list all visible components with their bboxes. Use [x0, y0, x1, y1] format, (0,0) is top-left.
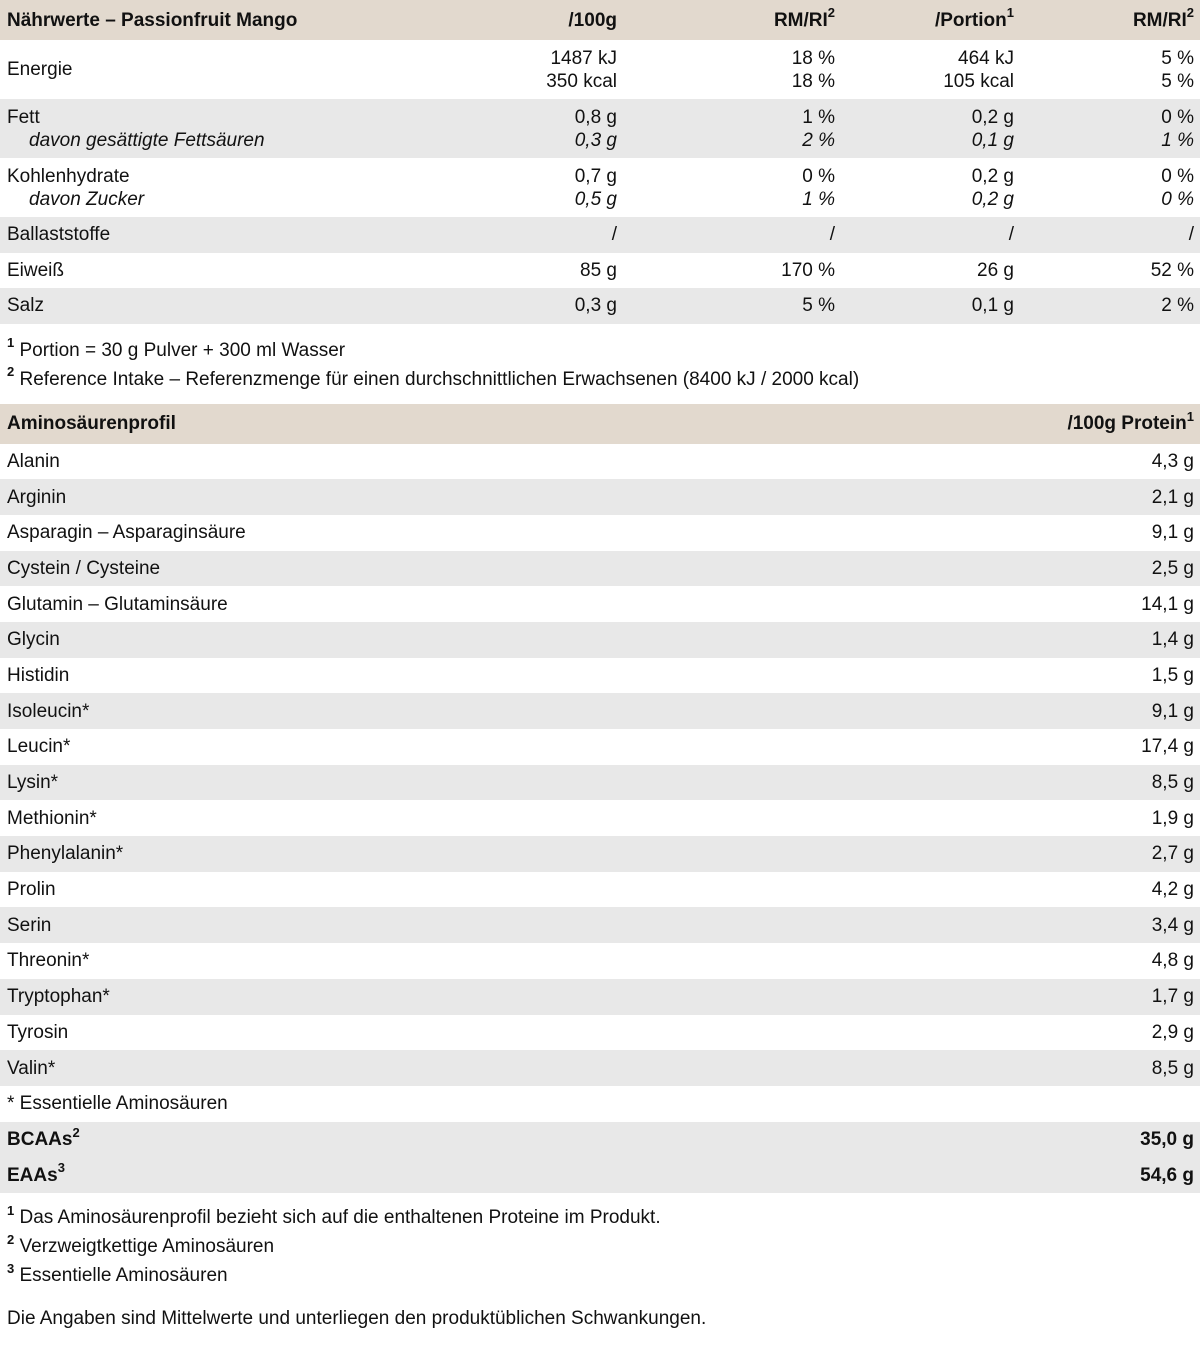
amino-row: [0, 551, 1200, 587]
amino-title: Aminosäurenprofil: [7, 413, 176, 434]
amino-row: [0, 658, 1200, 694]
amino-row: [0, 622, 1200, 658]
amino-value: 17,4 g: [1141, 736, 1194, 758]
amino-name: Valin*: [7, 1057, 56, 1079]
eaa-value: 54,6 g: [1140, 1164, 1194, 1186]
amino-name: Glutamin – Glutaminsäure: [7, 593, 228, 615]
col-header-100g-protein: /100g Protein$^1$: [1067, 408, 1194, 434]
amino-value: 2,9 g: [1151, 1021, 1194, 1043]
nutrition-row-salz: [0, 288, 1200, 324]
amino-value: 4,2 g: [1151, 879, 1194, 901]
value-rmri-100g: 18 % 18 %: [791, 47, 835, 92]
amino-row: [0, 979, 1200, 1015]
amino-name: Tryptophan*: [7, 986, 110, 1008]
amino-table: [0, 404, 1200, 1193]
amino-value: 9,1 g: [1151, 700, 1194, 722]
amino-value: 8,5 g: [1151, 772, 1194, 794]
amino-rows: [0, 444, 1200, 1086]
amino-name: Glycin: [7, 629, 60, 651]
value-portion: 0,1 g: [971, 295, 1014, 317]
amino-name: Prolin: [7, 879, 56, 901]
value-rmri-100g: /: [829, 224, 835, 246]
amino-name: Leucin*: [7, 736, 71, 758]
value-portion: 0,2 g 0,1 g: [971, 106, 1014, 151]
footnote: $^2$ Verzweigtkettige Aminosäuren: [7, 1231, 275, 1257]
nutrition-row-kohlenhydrate: [0, 158, 1200, 217]
col-header-100g: /100g: [568, 9, 617, 31]
nutrition-row-eiweiss: [0, 253, 1200, 289]
amino-name: Serin: [7, 914, 52, 936]
essential-note: * Essentielle Aminosäuren: [7, 1093, 228, 1115]
value-rmri-portion: 5 % 5 %: [1161, 47, 1194, 92]
value-portion: 26 g: [977, 259, 1014, 281]
essential-note-row: [0, 1086, 1200, 1122]
bcaa-row: [0, 1122, 1200, 1158]
nutrition-row-ballaststoffe: [0, 217, 1200, 253]
amino-value: 1,5 g: [1151, 664, 1194, 686]
value-rmri-portion: 2 %: [1161, 295, 1194, 317]
amino-value: 2,7 g: [1151, 843, 1194, 865]
nutrition-title: Nährwerte – Passionfruit Mango: [7, 9, 298, 31]
footnote: $^1$ Das Aminosäurenprofil bezieht sich auf die enthaltenen Proteine im Produkt.: [7, 1202, 661, 1228]
value-rmri-portion: /: [1188, 224, 1194, 246]
nutrition-table: [0, 0, 1200, 324]
row-label: Salz: [7, 295, 44, 317]
footnote: $^3$ Essentielle Aminosäuren: [7, 1260, 228, 1286]
amino-row: [0, 836, 1200, 872]
value-rmri-portion: 52 %: [1150, 259, 1194, 281]
value-100g: /: [611, 224, 617, 246]
row-label: Eiweiß: [7, 259, 65, 281]
bcaa-label: BCAAs$^2$: [7, 1124, 80, 1150]
amino-row: [0, 1015, 1200, 1051]
amino-name: Methionin*: [7, 807, 97, 829]
amino-row: [0, 729, 1200, 765]
amino-row: [0, 586, 1200, 622]
amino-name: Phenylalanin*: [7, 843, 124, 865]
amino-value: 2,5 g: [1151, 557, 1194, 579]
value-rmri-100g: 170 %: [781, 259, 835, 281]
value-rmri-100g: 5 %: [802, 295, 835, 317]
amino-value: 9,1 g: [1151, 522, 1194, 544]
value-rmri-portion: 0 % 0 %: [1161, 165, 1194, 210]
amino-row: [0, 872, 1200, 908]
col-header-portion: /Portion$^1$: [934, 5, 1014, 31]
amino-value: 8,5 g: [1151, 1057, 1194, 1079]
amino-name: Threonin*: [7, 950, 90, 972]
amino-row: [0, 907, 1200, 943]
amino-value: 1,4 g: [1151, 629, 1194, 651]
amino-value: 1,9 g: [1151, 807, 1194, 829]
eaa-row: [0, 1157, 1200, 1193]
amino-name: Lysin*: [7, 772, 59, 794]
amino-row: [0, 693, 1200, 729]
amino-name: Cystein / Cysteine: [7, 557, 161, 579]
row-label: Energie: [7, 59, 73, 80]
amino-value: 2,1 g: [1151, 486, 1194, 508]
amino-name: Arginin: [7, 486, 67, 508]
amino-name: Tyrosin: [7, 1021, 69, 1043]
col-header-rmri-100g: $RM/RI^2$: [773, 5, 835, 31]
amino-row: [0, 765, 1200, 801]
amino-value: 14,1 g: [1141, 593, 1194, 615]
row-label: Ballaststoffe: [7, 224, 111, 246]
bcaa-value: 35,0 g: [1140, 1128, 1194, 1150]
nutrition-header-row: [0, 0, 1200, 40]
amino-value: 1,7 g: [1151, 986, 1194, 1008]
value-portion: /: [1008, 224, 1014, 246]
amino-row: [0, 943, 1200, 979]
footnote: $^1$ Portion = 30 g Pulver + 300 ml Wasser: [7, 335, 346, 361]
amino-footnotes: [0, 1193, 1200, 1290]
amino-row: [0, 479, 1200, 515]
amino-name: Asparagin – Asparaginsäure: [7, 522, 246, 544]
value-100g: 85 g: [580, 259, 617, 281]
col-header-rmri-portion: $RM/RI^2$: [1132, 5, 1194, 31]
amino-value: 4,8 g: [1151, 950, 1194, 972]
row-label: Fett davon gesättigte Fettsäuren: [7, 106, 265, 151]
amino-row: [0, 444, 1200, 480]
amino-name: Histidin: [7, 664, 70, 686]
value-rmri-100g: 0 % 1 %: [802, 165, 835, 210]
value-rmri-100g: 1 % 2 %: [802, 106, 835, 151]
amino-value: 4,3 g: [1151, 450, 1194, 472]
eaa-label: EAAs$^3$: [7, 1160, 65, 1186]
amino-value: 3,4 g: [1151, 914, 1194, 936]
amino-header-row: [0, 404, 1200, 444]
disclaimer: Die Angaben sind Mittelwerte und unterliegen den produktüblichen Schwankungen.: [7, 1307, 707, 1329]
footnote: $^2$ Reference Intake – Referenzmenge für einen durchschnittlichen Erwachsenen (8400 kJ / 2000 kcal): [7, 364, 860, 390]
value-100g: 0,8 g 0,3 g: [574, 106, 617, 151]
nutrition-row-fett: [0, 99, 1200, 158]
row-label: Kohlenhydrate davon Zucker: [7, 165, 145, 210]
nutrition-row-energie: [0, 40, 1200, 99]
value-100g: 1487 kJ 350 kcal: [546, 47, 617, 92]
amino-name: Alanin: [7, 450, 60, 472]
value-portion: 464 kJ 105 kcal: [943, 47, 1014, 92]
amino-row: [0, 515, 1200, 551]
value-portion: 0,2 g 0,2 g: [971, 165, 1014, 210]
amino-row: [0, 800, 1200, 836]
value-100g: 0,7 g 0,5 g: [574, 165, 617, 210]
amino-row: [0, 1050, 1200, 1086]
amino-name: Isoleucin*: [7, 700, 90, 722]
value-rmri-portion: 0 % 1 %: [1161, 106, 1194, 151]
nutrition-footnotes: [0, 324, 1200, 404]
value-100g: 0,3 g: [574, 295, 617, 317]
